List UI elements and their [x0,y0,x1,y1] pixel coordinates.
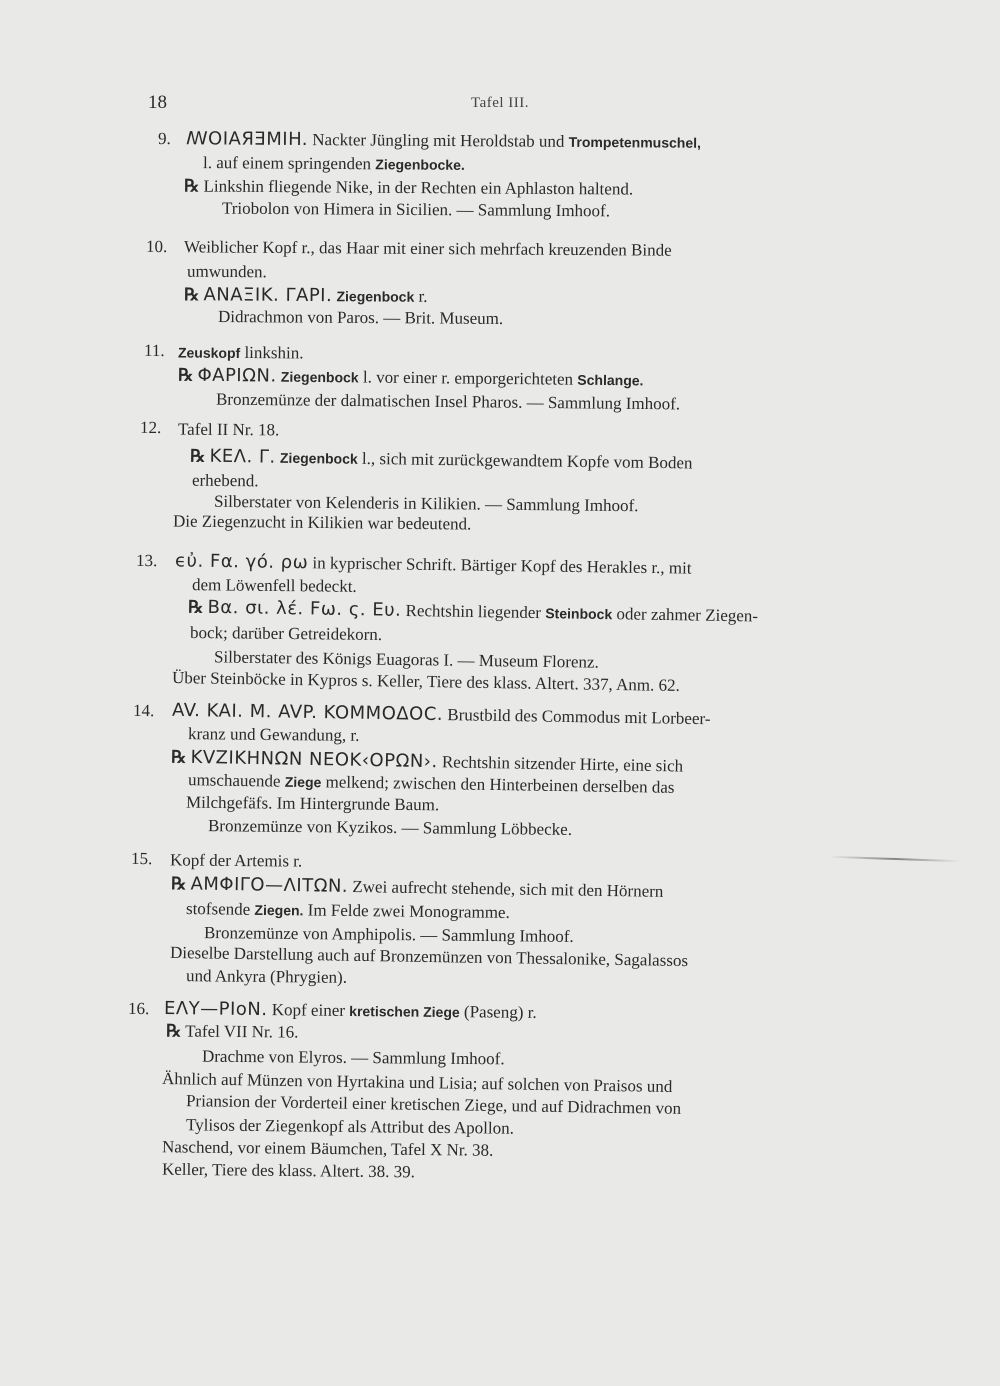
line-text: Linkshin fliegende Nike, in der Rechten ein Aphlaston haltend. [203,176,634,199]
entry-line [184,176,633,199]
entry-line: umwunden. [186,261,267,282]
keyword: Ziegenbock [280,368,359,386]
entry-line [171,874,664,902]
entry-line [178,366,644,391]
greek-legend: ANAΞIK. ΓAPI. [203,284,333,307]
greek-legend: ϵὐ. Fα. γό. ρω [174,550,309,574]
keyword: Ziegenbock [279,449,358,467]
entry-line: Silberstater des Königs Euagoras I. — Museum Florenz. [213,647,599,672]
reverse-symbol: ℞ [187,597,204,617]
running-head: Tafel III. [470,95,530,111]
entry-number: 15. [130,848,153,869]
greek-legend: AV. KAI. M. AVP. KOMMOΔOC. [171,699,444,726]
line-text: Kopf einer [271,1000,346,1020]
reverse-symbol: ℞ [170,747,187,767]
entry-line: Ähnlich auf Münzen von Hyrtakina und Lisia; auf solchen von Praisos und [161,1068,673,1097]
greek-legend: ΦAPIΩN. [197,364,277,387]
entry-number: 12. [139,417,162,438]
reverse-symbol: ℞ [183,176,200,196]
greek-legend: ꟿOIAЯƎMIH. [185,128,309,151]
line-text: stofsende [185,899,251,919]
reverse-symbol: ℞ [189,446,206,466]
entry-line: Tylisos der Ziegenkopf als Attribut des Apollon. [185,1115,515,1138]
reverse-symbol: ℞ [170,874,187,894]
entry-line [184,285,428,307]
keyword: Ziegenbocke. [375,156,465,173]
entry-line [186,899,510,923]
entry-number: 16. [127,998,150,1019]
reverse-symbol: ℞ [183,285,200,305]
scan-smudge [830,856,960,863]
entry-line: Bronzemünze von Kyzikos. — Sammlung Löbbecke. [207,816,573,839]
line-text: melkend; zwischen den Hinterbeinen derselben das [325,772,675,797]
greek-legend: KEΛ. Γ. [209,445,276,468]
line-text: oder zahmer Ziegen- [616,604,759,626]
line-text: l., sich mit zurückgewandtem Kopfe vom Boden [361,448,693,473]
entry-line: Triobolon von Himera in Sicilien. — Sammlung Imhoof. [221,198,611,221]
entry-line: Priansion der Vorderteil einer kretischen Ziege, und auf Didrachmen von [185,1091,682,1118]
entry-line: erhebend. [191,470,259,491]
entry-line [203,153,465,175]
greek-legend: Bα. σι. λέ. Fω. ς. Eυ. [207,596,402,621]
reverse-symbol: ℞ [165,1021,182,1041]
keyword: Zeuskopf [177,344,241,361]
entry-line: Die Ziegenzucht in Kilikien war bedeutend. [172,511,472,534]
line-text: Rechtshin sitzender Hirte, eine sich [441,752,684,776]
entry-line [175,551,692,578]
reverse-symbol: ℞ [177,365,194,385]
keyword: Schlange. [577,371,644,389]
entry-number: 9. [157,128,171,149]
line-text: r. [418,286,428,306]
entry-line: bock; darüber Getreidekorn. [189,622,383,645]
page-number: 18 [148,92,167,113]
line-text: Im Felde zwei Monogramme. [307,900,510,922]
entry-line: Bronzemünze von Amphipolis. — Sammlung Imhoof. [203,923,574,946]
entry-line [166,1021,299,1042]
entry-line: Silberstater von Kelenderis in Kilikien. — Sammlung Imhoof. [213,491,639,516]
line-text: Tafel VII Nr. 16. [185,1021,299,1042]
entry-line: kranz und Gewandung, r. [187,724,360,745]
entry-line [186,129,701,153]
entry-line [178,343,304,364]
line-text: l. auf einem springenden [202,153,372,174]
line-text: l. vor einer r. emporgerichteten [362,367,574,389]
entry-line [164,999,537,1023]
entry-line: Über Steinböcke in Kypros s. Keller, Tiere des klass. Altert. 337, Anm. 62. [171,668,680,695]
line-text: in kyprischer Schrift. Bärtiger Kopf des Herakles r., mit [312,553,692,578]
entry-line: Bronzemünze der dalmatischen Insel Pharos. — Sammlung Imhoof. [215,389,681,414]
entry-line [188,598,758,627]
entry-line: Weiblicher Kopf r., das Haar mit einer sich mehrfach kreuzenden Binde [183,237,672,260]
keyword: Trompetenmuschel, [568,133,701,151]
entry-number: 11. [143,340,165,361]
entry-line: Dieselbe Darstellung auch auf Bronzemünzen von Thessalonike, Sagalassos [169,942,689,971]
entry-line: Drachme von Elyros. — Sammlung Imhoof. [201,1046,505,1069]
keyword: Ziege [284,773,322,791]
entry-number: 13. [135,550,158,571]
entry-line [190,446,693,473]
keyword: kretischen Ziege [349,1002,460,1021]
keyword: Ziegenbock [336,288,415,305]
line-text: Rechtshin liegender [405,600,542,623]
entry-number: 10. [145,236,168,257]
line-text: Zwei aufrecht stehende, sich mit den Hörnern [352,876,664,901]
entry-line: Milchgefäfs. Im Hintergrunde Baum. [185,792,440,815]
entry-line: Tafel II Nr. 18. [177,419,280,440]
entry-line: und Ankyra (Phrygien). [185,966,348,987]
entry-line: dem Löwenfell bedeckt. [191,575,357,596]
line-text: Nackter Jüngling mit Heroldstab und [312,130,565,151]
entry-line: Keller, Tiere des klass. Altert. 38. 39. [161,1159,415,1182]
greek-legend: KVZIKHNΩN NEOK‹OPΩN›. [190,746,438,773]
entry-line: Naschend, vor einem Bäumchen, Tafel X Nr. 38. [161,1137,494,1160]
entry-line: Kopf der Artemis r. [169,850,303,871]
keyword: Steinbock [545,605,613,623]
greek-legend: AMΦIΓO—ΛITΩN. [190,873,349,897]
greek-legend: EΛY—PIoN. [163,998,268,1021]
line-text: umschauende [187,770,281,791]
line-text: (Paseng) r. [463,1002,537,1022]
entry-number: 14. [132,700,155,721]
keyword: Ziegen. [254,901,304,919]
line-text: linkshin. [244,343,304,363]
entry-line: Didrachmon von Paros. — Brit. Museum. [217,307,504,328]
line-text: Brustbild des Commodus mit Lorbeer- [447,705,711,729]
